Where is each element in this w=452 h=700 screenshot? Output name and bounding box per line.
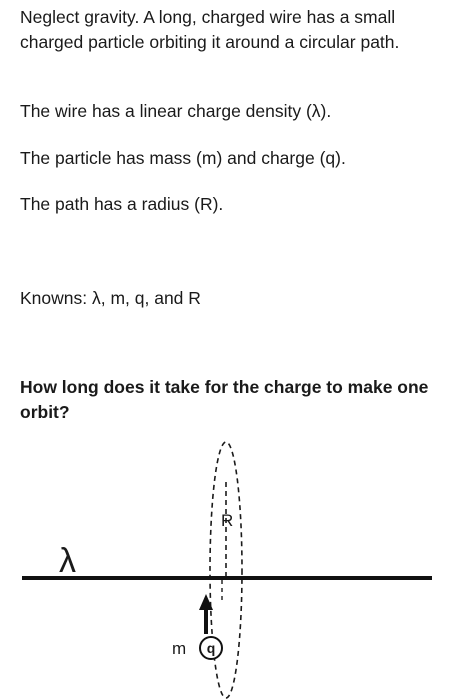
question-text: How long does it take for the charge to make one orbit? <box>20 377 429 422</box>
knowns-line: Knowns: λ, m, q, and R <box>20 288 201 308</box>
charge-label: q <box>206 640 216 656</box>
radius-label: R <box>221 511 234 530</box>
path-description: The path has a radius (R). <box>20 194 224 214</box>
particle-description: The particle has mass (m) and charge (q). <box>20 148 346 168</box>
wire-charge-label: λ <box>59 542 76 580</box>
orbit-path <box>210 442 242 698</box>
mass-label: m <box>172 639 187 658</box>
problem-intro: Neglect gravity. A long, charged wire has a small charged particle orbiting it around a circular path. <box>20 7 400 52</box>
wire-description: The wire has a linear charge density (λ). <box>20 101 332 121</box>
